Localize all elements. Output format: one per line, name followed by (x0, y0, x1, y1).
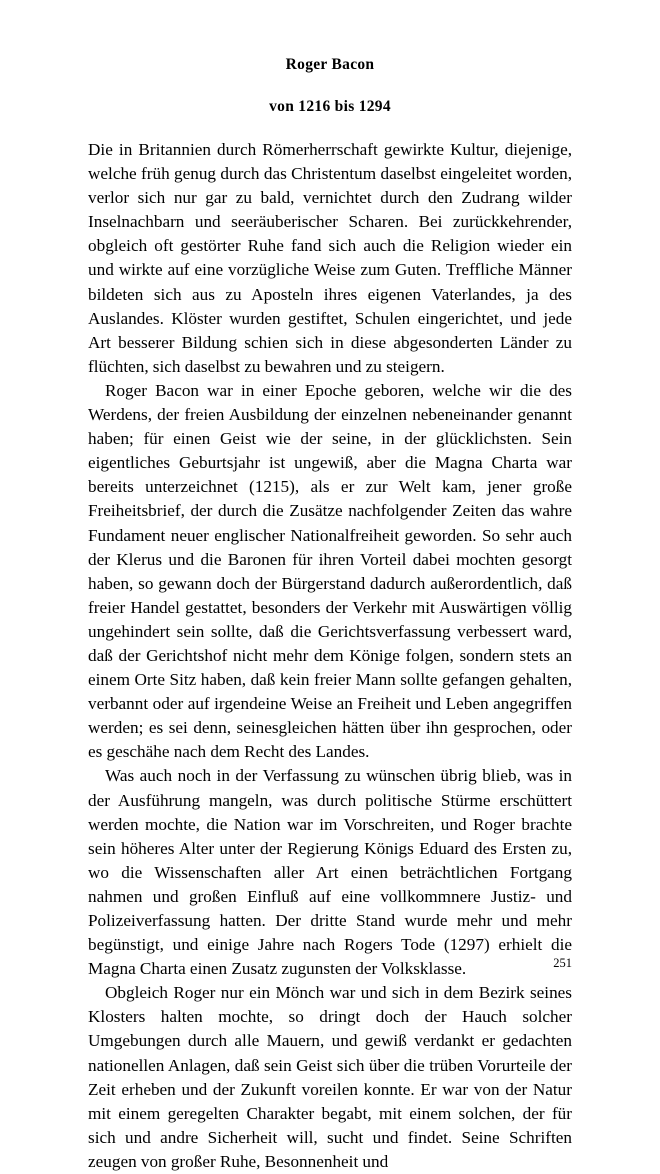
page-content (88, 0, 572, 1174)
paragraph: Die in Britannien durch Römerherrschaft gewirkte Kultur, diejenige, welche früh genug durch das Christentum daselbst eingeleitet worden, verlor sich nur gar zu bald, vernichtet durch den Zudrang wilder Inselnachbarn und seeräuberischer Scharen. Bei zurückkehrender, obgleich oft gestörter Ruhe fand sich auch die Religion wieder ein und wirkte auf eine vorzügliche Weise zum Guten. Treffliche Männer bildeten sich aus zu Aposteln ihres eigenen Vaterlandes, ja des Auslandes. Klöster wurden gestiftet, Schulen eingerichtet, und jede Art besserer Bildung schien sich in diese abgesonderten Länder zu flüchten, sich daselbst zu bewahren und zu steigern. (88, 140, 572, 376)
page-title: Roger Bacon (285, 56, 375, 73)
paragraph: Was auch noch in der Verfassung zu wünschen übrig blieb, was in der Ausführung mangeln, was durch politische Stürme erschüttert werden mochte, die Nation war im Vorschreiten, und Roger brachte sein höheres Alter unter der Regierung Königs Eduard des Ersten zu, wo die Wissenschaften aller Art einen beträchtlichen Fortgang nahmen und großen Einfluß auf eine vollkommnere Justiz- und Polizeiverfassung hatten. Der dritte Stand wurde mehr und mehr begünstigt, und einige Jahre nach Rogers Tode (1297) erhielt die Magna Charta einen Zusatz zugunsten der Volksklasse. (88, 766, 572, 979)
page-number: 251 (553, 956, 572, 970)
body-text (88, 116, 572, 1174)
page-subtitle: von 1216 bis 1294 (269, 98, 391, 115)
paragraph: Roger Bacon war in einer Epoche geboren, welche wir die des Werdens, der freien Ausbildung der einzelnen nebeneinander genannt haben; für einen Geist wie der seine, in der glücklichsten. Sein eigentliches Geburtsjahr ist ungewiß, aber die Magna Charta war bereits unterzeichnet (1215), als er zur Welt kam, jener große Freiheitsbrief, der durch die Zusätze nachfolgender Zeiten das wahre Fundament neuer englischer Nationalfreiheit geworden. So sehr auch der Klerus und die Baronen für ihren Vorteil dabei mochten gesorgt haben, so gewann doch der Bürgerstand dadurch außerordentlich, daß freier Handel gestattet, besonders der Verkehr mit Auswärtigen völlig ungehindert sein sollte, daß die Gerichtsverfassung verbessert ward, daß der Gerichtshof nicht mehr dem Könige folgen, sondern stets an einem Orte Sitz haben, daß kein freier Mann sollte gefangen gehalten, verbannt oder auf irgendeine Weise an Freiheit und Leben angegriffen werden; es sei denn, seinesgleichen hätten über ihn gesprochen, oder es geschähe nach dem Recht des Landes. (88, 380, 572, 762)
paragraph: Obgleich Roger nur ein Mönch war und sich in dem Bezirk seines Klosters halten mochte, so dringt doch der Hauch solcher Umgebungen durch alle Mauern, und gewiß verdankt er gedachten nationellen Anlagen, daß sein Geist sich über die trüben Vorurteile der Zeit erheben und der Zukunft voreilen konnte. Er war von der Natur mit einem geregelten Charakter begabt, mit einem solchen, der für sich und andre Sicherheit will, sucht und findet. Seine Schriften zeugen von großer Ruhe, Besonnenheit und (88, 983, 572, 1171)
